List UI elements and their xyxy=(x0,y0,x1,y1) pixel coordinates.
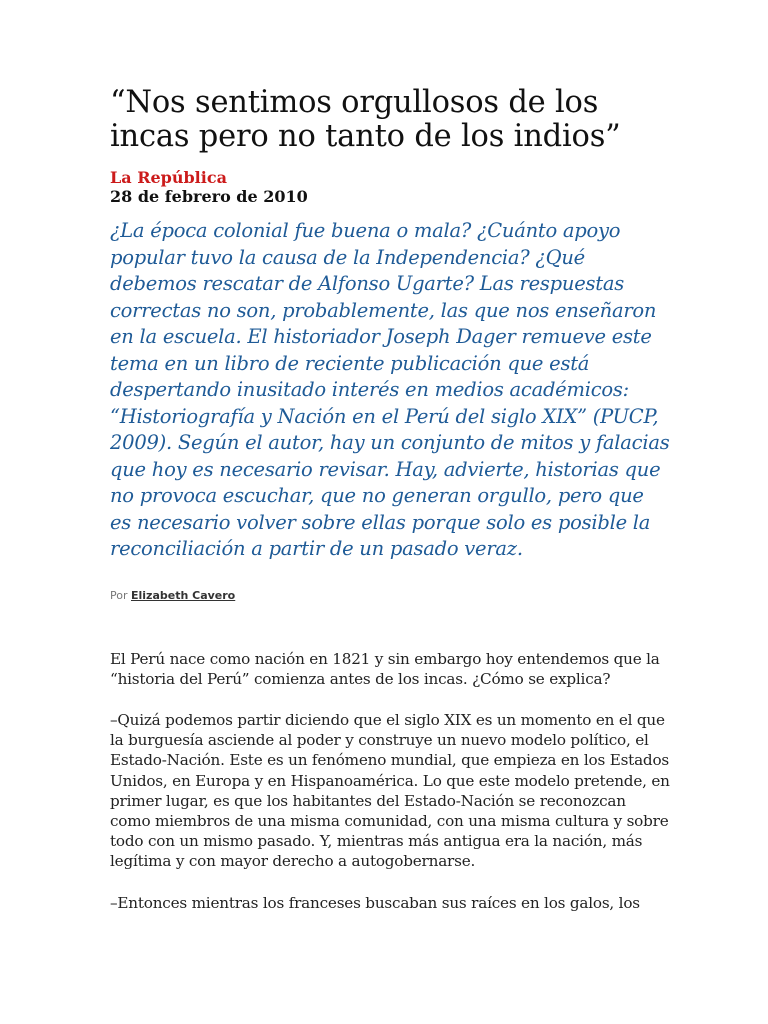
article xyxy=(110,86,670,934)
article-lede: ¿La época colonial fue buena o mala? ¿Cuánto apoyo popular tuvo la causa de la Independencia? ¿Qué debemos rescatar de Alfonso Ugarte? Las respuestas correctas no son, probablemente, las que nos enseñaron en la escuela. El historiador Joseph Dager remueve este tema en un libro de reciente publicación que está despertando inusitado interés en medios académicos: “Historiografía y Nación en el Perú del siglo XIX” (PUCP, 2009). Según el autor, hay un conjunto de mitos y falacias que hoy es necesario revisar. Hay, advierte, historias que no provoca escuchar, que no generan orgullo, pero que es necesario volver sobre ellas porque solo es posible la reconciliación a partir de un pasado veraz. xyxy=(110,219,670,560)
author-link[interactable]: Elizabeth Cavero xyxy=(131,588,236,602)
byline-prefix: Por xyxy=(110,588,128,602)
article-source: La República xyxy=(110,168,227,187)
article-headline: “Nos sentimos orgullosos de los incas pero no tanto de los indios” xyxy=(110,85,621,154)
article-date: 28 de febrero de 2010 xyxy=(110,187,308,206)
body-paragraph: –Quizá podemos partir diciendo que el siglo XIX es un momento en el que la burguesía asciende al poder y construye un nuevo modelo político, el Estado-Nación. Este es un fenómeno mundial, que empieza en los Estados Unidos, en Europa y en Hispanoamérica. Lo que este modelo pretende, en primer lugar, es que los habitantes del Estado-Nación se reconozcan como miembros de una misma comunidad, con una misma cultura y sobre todo con un mismo pasado. Y, mientras más antigua era la nación, más legítima y con mayor derecho a autogobernarse. xyxy=(110,710,670,871)
body-paragraph: El Perú nace como nación en 1821 y sin embargo hoy entendemos que la “historia del Perú” comienza antes de los incas. ¿Cómo se explica? xyxy=(110,649,660,688)
body-paragraph: –Entonces mientras los franceses buscaban sus raíces en los galos, los xyxy=(110,893,640,912)
article-body xyxy=(110,649,670,913)
byline xyxy=(110,589,670,603)
